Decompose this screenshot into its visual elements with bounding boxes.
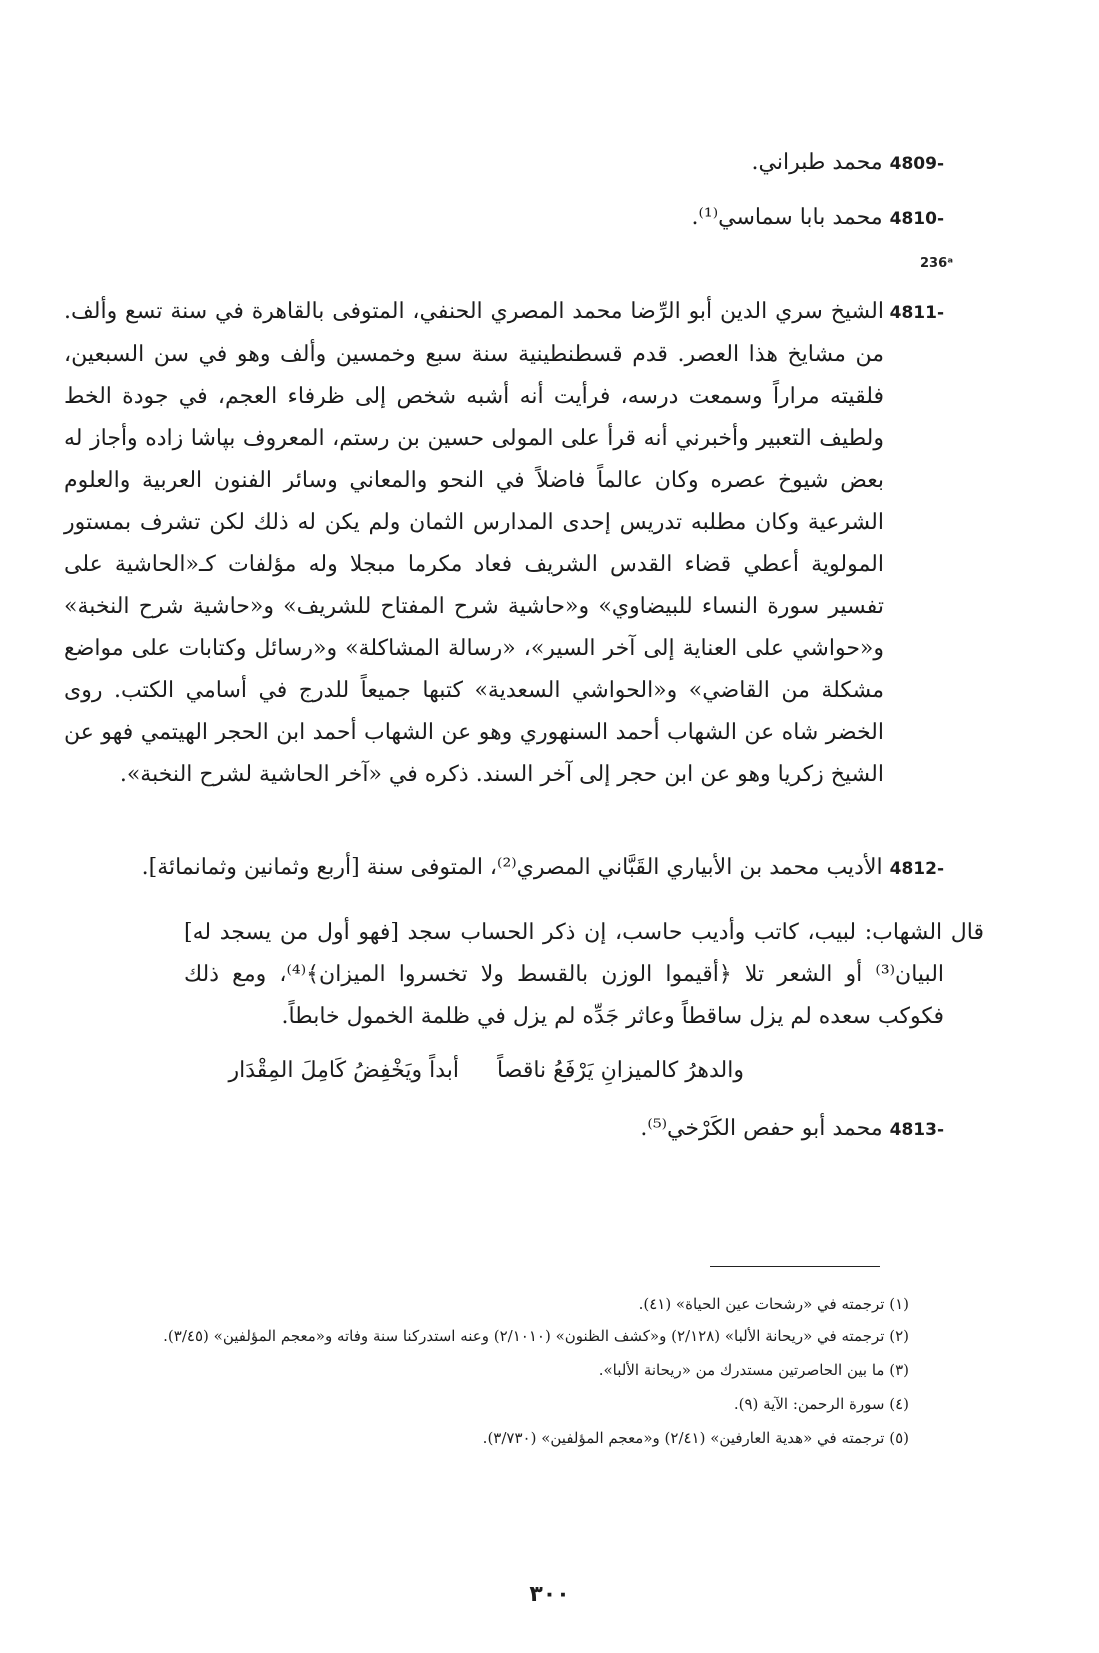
footnote-separator <box>710 1266 880 1267</box>
entry-number: 4809- <box>889 154 944 174</box>
folio-marker: 236ᵃ <box>920 256 954 271</box>
entry-number: 4812- <box>889 859 944 879</box>
entry-4811 <box>64 291 944 796</box>
footnote-4: (٤) سورة الرحمن: الآية (٩). <box>733 1395 909 1413</box>
paragraph-text: قال الشهاب: لبيب، كاتب وأديب حاسب، إن ذكر الحساب سجد [فهو أول من يسجد له] البيان⁽³⁾ أو الشعر تلا ﴿أقيموا الوزن بالقسط ولا تخسروا الميزان﴾⁽⁴⁾، ومع ذلك فكوكب سعده لم يزل ساقطاً وعاثر جَدِّه لم يزل في ظلمة الخمول خابطاً. <box>184 920 984 1029</box>
verse-first-hemistich: والدهرُ كالميزانِ يَرْفَعُ ناقصاً <box>497 1058 744 1083</box>
entry-4810 <box>124 197 944 240</box>
entry-text: محمد أبو حفص الكَرْخي⁽⁵⁾. <box>640 1116 883 1141</box>
page-number: ٣٠٠ <box>529 1582 570 1607</box>
entry-4813 <box>124 1108 944 1151</box>
entry-text: الشيخ سري الدين أبو الرِّضا محمد المصري الحنفي، المتوفى بالقاهرة في سنة تسع وألف. من مشايخ هذا العصر. قدم قسطنطينية سنة سبع وخمسين وألف وهو في سن السبعين، فلقيته مراراً وسمعت درسه، فرأيت أنه أشبه شخص إلى ظرفاء العجم، في جودة الخط ولطيف التعبير وأخبرني أنه قرأ على المولى حسين بن رستم، المعروف بپاشا زاده وأجاز له بعض شيوخ عصره وكان عالماً فاضلاً في النحو والمعاني وسائر الفنون العربية والعلوم الشرعية وكان مطلبه تدريس إحدى المدارس الثمان ولم يكن له ذلك لكن تشرف بمستور المولوية أعطي قضاء القدس الشريف فعاد مكرما مبجلا وله مؤلفات كـ«الحاشية على تفسير سورة النساء للبيضاوي» و«حاشية شرح المفتاح للشريف» و«حاشية شرح النخبة» و«حواشي على العناية إلى آخر السير»، «رسالة المشاكلة» و«رسائل وكتابات على مواضع مشكلة من القاضي» و«الحواشي السعدية» كتبها جميعاً للدرج في أسامي الكتب. روى الخضر شاه عن الشهاب أحمد السنهوري وهو عن الشهاب أحمد ابن الحجر الهيتمي فهو عن الشيخ زكريا وهو عن ابن حجر إلى آخر السند. ذكره في «آخر الحاشية لشرح النخبة». <box>64 299 885 787</box>
footnote-1: (١) ترجمته في «رشحات عين الحياة» (٤١). <box>638 1295 909 1313</box>
entry-4812 <box>124 847 944 890</box>
entry-text: الأديب محمد بن الأبياري القَبَّاني المصري⁽²⁾، المتوفى سنة [أربع وثمانين وثمانمائة]. <box>141 855 883 880</box>
entry-text: محمد بابا سماسي⁽¹⁾. <box>691 205 883 230</box>
entry-4812-paragraph <box>184 912 984 1038</box>
entry-text: محمد طبراني. <box>751 150 883 175</box>
footnote-3: (٣) ما بين الحاصرتين مستدرك من «ريحانة الألبا». <box>598 1361 909 1379</box>
entry-4809 <box>124 142 944 185</box>
entry-number: 4810- <box>889 209 944 229</box>
entry-number: 4811- <box>889 303 944 323</box>
footnote-2: (٢) ترجمته في «ريحانة الألبا» (٢/١٢٨) و«كشف الظنون» (٢/١٠١٠) وعنه استدركنا سنة وفاته و«معجم المؤلفين» (٣/٤٥). <box>163 1327 909 1345</box>
verse-second-hemistich: أبداً ويَخْفِضُ كَامِلَ المِقْدَار <box>228 1058 459 1083</box>
footnote-5: (٥) ترجمته في «هدية العارفين» (٢/٤١) و«معجم المؤلفين» (٣/٧٣٠). <box>482 1429 909 1447</box>
entry-number: 4813- <box>889 1120 944 1140</box>
